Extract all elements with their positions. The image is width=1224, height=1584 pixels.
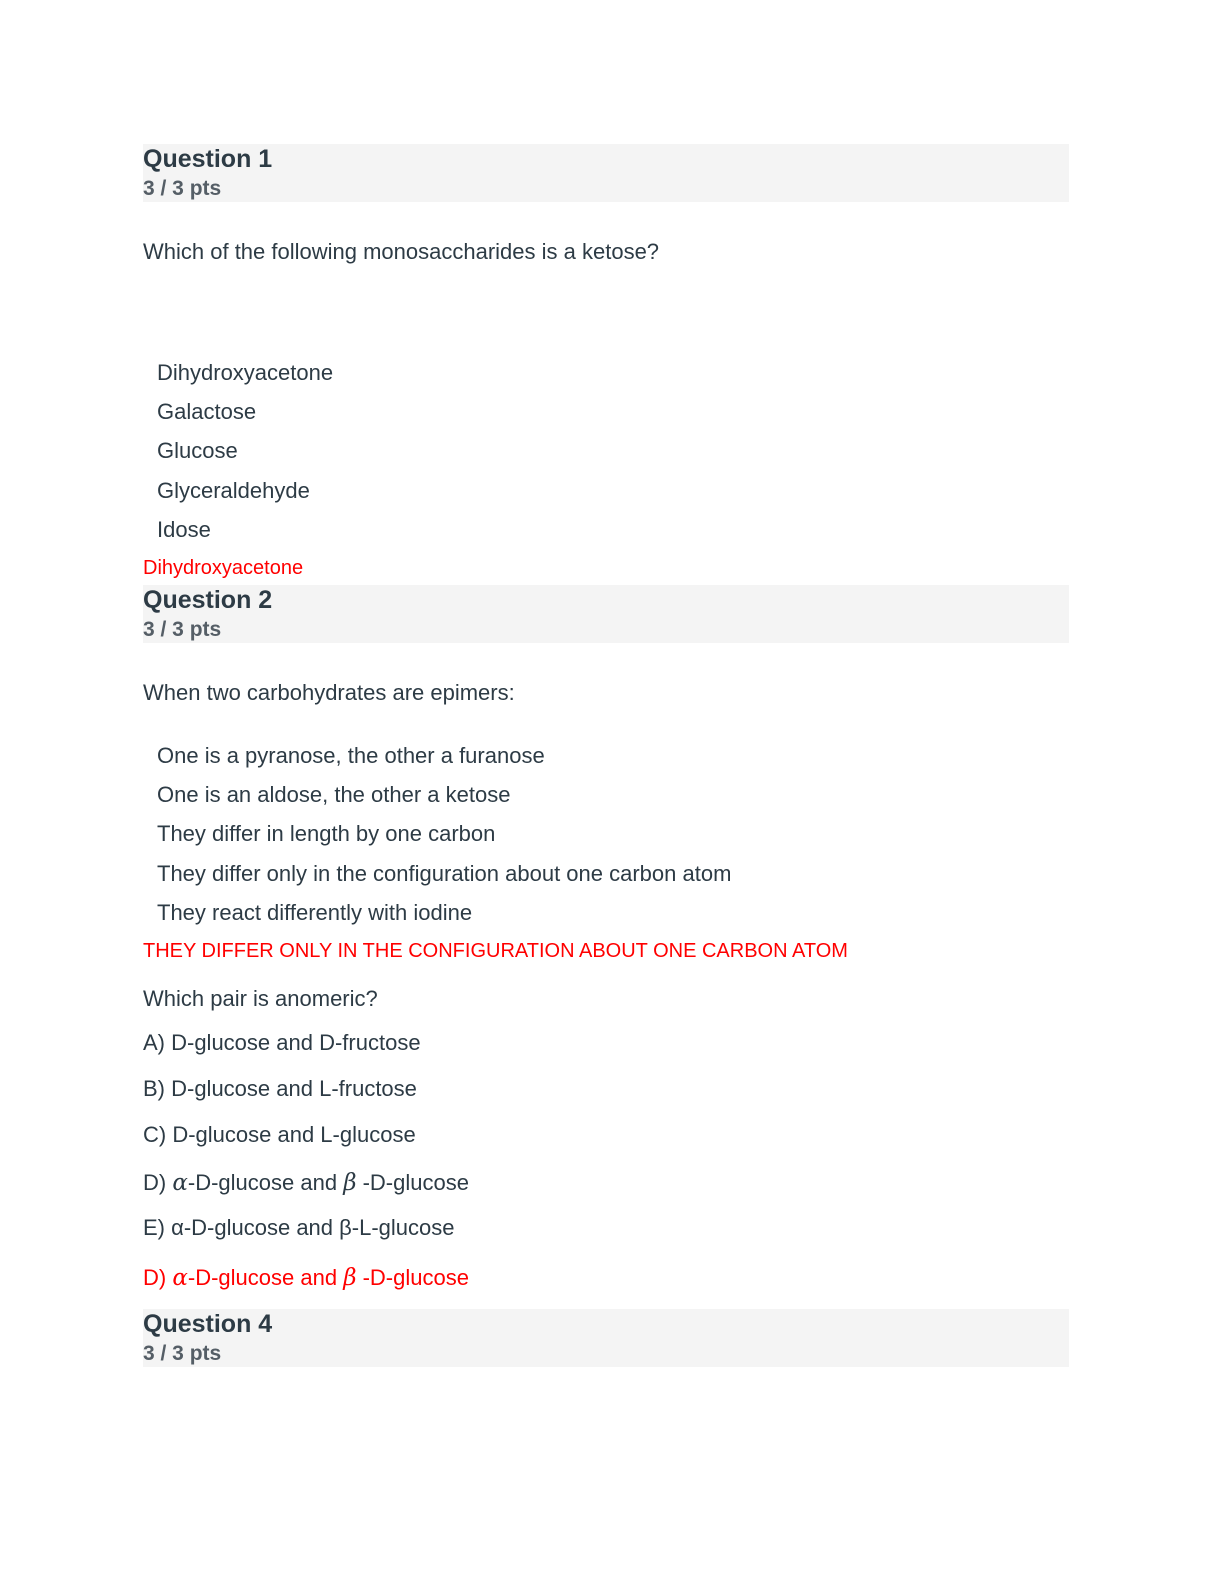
answer-option[interactable]: Idose [157,517,211,542]
answer-option[interactable]: They react differently with iodine [157,900,473,925]
beta-symbol: β [343,1265,357,1291]
choice-d-mid: -D-glucose and [187,1170,344,1195]
alpha-symbol: α [172,1265,188,1291]
choice-d-suffix: -D-glucose [356,1170,469,1195]
question-title: Question 4 [143,1310,273,1338]
question-points: 3 / 3 pts [143,1342,222,1365]
answer-mid: -D-glucose and [187,1265,344,1290]
question-text: When two carbohydrates are epimers: [143,680,515,705]
question-points: 3 / 3 pts [143,177,222,200]
question-text: Which of the following monosaccharides is a ketose? [143,239,660,264]
correct-answer: Dihydroxyacetone [143,557,304,579]
beta-symbol: β [343,1170,357,1196]
alpha-symbol: α [172,1170,188,1196]
answer-option[interactable]: They differ only in the configuration about one carbon atom [157,861,732,886]
answer-option[interactable]: One is an aldose, the other a ketose [157,782,511,807]
question-points: 3 / 3 pts [143,618,222,641]
question-title: Question 1 [143,145,273,173]
choice-d-prefix: D) [143,1170,173,1195]
choice-d [143,1170,469,1196]
question-2-header [143,585,1069,643]
answer-option[interactable]: Glucose [157,438,238,463]
choice-a: A) D-glucose and D-fructose [143,1030,421,1055]
answer-option[interactable]: Galactose [157,399,257,424]
answer-option[interactable]: Dihydroxyacetone [157,360,334,385]
correct-answer [143,1265,469,1291]
choice-e: E) α-D-glucose and β-L-glucose [143,1215,455,1240]
choice-c: C) D-glucose and L-glucose [143,1122,416,1147]
answer-option[interactable]: One is a pyranose, the other a furanose [157,743,545,768]
question-text: Which pair is anomeric? [143,986,378,1011]
answer-option[interactable]: They differ in length by one carbon [157,821,496,846]
choice-b: B) D-glucose and L-fructose [143,1076,417,1101]
correct-answer: THEY DIFFER ONLY IN THE CONFIGURATION ABOUT ONE CARBON ATOM [143,940,848,962]
question-title: Question 2 [143,586,273,614]
answer-prefix: D) [143,1265,173,1290]
answer-suffix: -D-glucose [356,1265,469,1290]
question-1-header [143,144,1069,202]
question-4-header [143,1309,1069,1367]
answer-option[interactable]: Glyceraldehyde [157,478,310,503]
